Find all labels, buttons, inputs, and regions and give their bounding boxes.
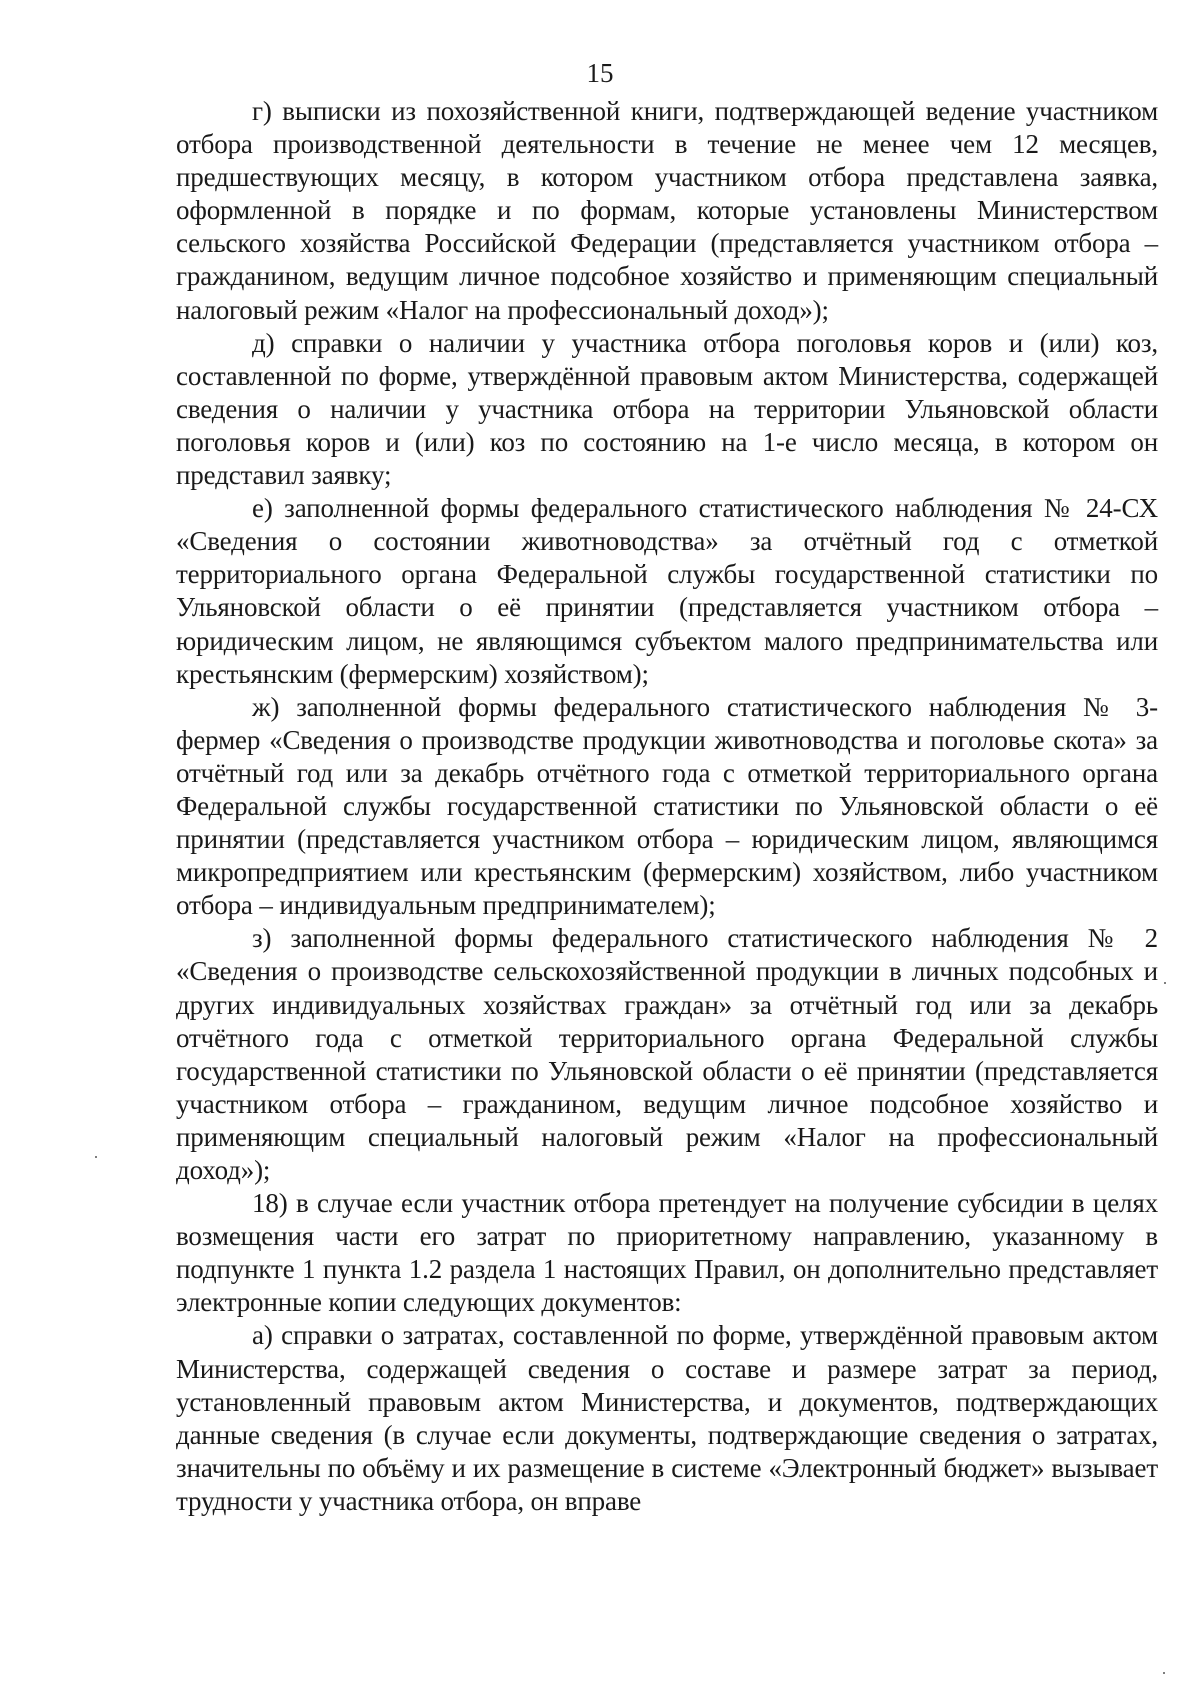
scan-speck <box>1163 1672 1165 1674</box>
paragraph-a <box>176 1319 1158 1518</box>
paragraph-zh <box>176 691 1158 923</box>
paragraph-d <box>176 327 1158 492</box>
page-number: 15 <box>586 58 614 88</box>
paragraph-g <box>176 95 1158 327</box>
paragraph-z <box>176 922 1158 1187</box>
paragraph-e <box>176 492 1158 691</box>
paragraph-text: а) справки о затратах, составленной по форме, утверждённой правовым актом Министерства, содержащей сведения о составе и размере затрат за период, установленный правовым актом Министерства, и документов, подтверждающих данные сведения (в случае если документы, подтверждающие сведения о затратах, значительны по объёму и их размещение в системе «Электронный бюджет» вызывает трудности у участника отбора, он вправе <box>176 1320 1158 1516</box>
paragraph-text: д) справки о наличии у участника отбора поголовья коров и (или) коз, составленной по форме, утверждённой правовым актом Министерства, содержащей сведения о наличии у участника отбора на территории Ульяновской области поголовья коров и (или) коз по состоянию на 1-е число месяца, в котором он представил заявку; <box>176 327 1158 491</box>
paragraph-18 <box>176 1187 1158 1319</box>
paragraph-text: е) заполненной формы федерального статистического наблюдения № 24-СХ «Сведения о состоянии животноводства» за отчётный год с отметкой территориального органа Федеральной службы государственной статистики по Ульяновской области о её принятии (представляется участником отбора – юридическим лицом, не являющимся субъектом малого предпринимательства или крестьянским (фермерским) хозяйством); <box>176 493 1158 689</box>
paragraph-text: 18) в случае если участник отбора претендует на получение субсидии в целях возмещения части его затрат по приоритетному направлению, указанному в подпункте 1 пункта 1.2 раздела 1 настоящих Правил, он дополнительно представляет электронные копии следующих документов: <box>176 1188 1158 1318</box>
paragraph-text: г) выписки из похозяйственной книги, подтверждающей ведение участником отбора производственной деятельности в течение не менее чем 12 месяцев, предшествующих месяцу, в котором участником отбора представлена заявка, оформленной в порядке и по формам, которые установлены Министерством сельского хозяйства Российской Федерации (представляется участником отбора – гражданином, ведущим личное подсобное хозяйство и применяющим специальный налоговый режим «Налог на профессиональный доход»); <box>176 96 1158 325</box>
scan-speck <box>95 1156 97 1158</box>
paragraph-text: ж) заполненной формы федерального статистического наблюдения № 3-фермер «Сведения о производстве продукции животноводства и поголовье скота» за отчётный год или за декабрь отчётного года с отметкой территориального органа Федеральной службы государственной статистики по Ульяновской области о её принятии (представляется участником отбора – юридическим лицом, являющимся микропредприятием или крестьянским (фермерским) хозяйством, либо участником отбора – индивидуальным предпринимателем); <box>176 691 1158 921</box>
paragraph-text: з) заполненной формы федерального статистического наблюдения № 2 «Сведения о производстве сельскохозяйственной продукции в личных подсобных и других индивидуальных хозяйствах граждан» за отчётный год или за декабрь отчётного года с отметкой территориального органа Федеральной службы государственной статистики по Ульяновской области о её принятии (представляется участником отбора – гражданином, ведущим личное подсобное хозяйство и применяющим специальный налоговый режим «Налог на профессиональный доход»); <box>176 923 1158 1185</box>
scan-speck <box>1164 982 1166 984</box>
document-body <box>176 95 1158 1518</box>
